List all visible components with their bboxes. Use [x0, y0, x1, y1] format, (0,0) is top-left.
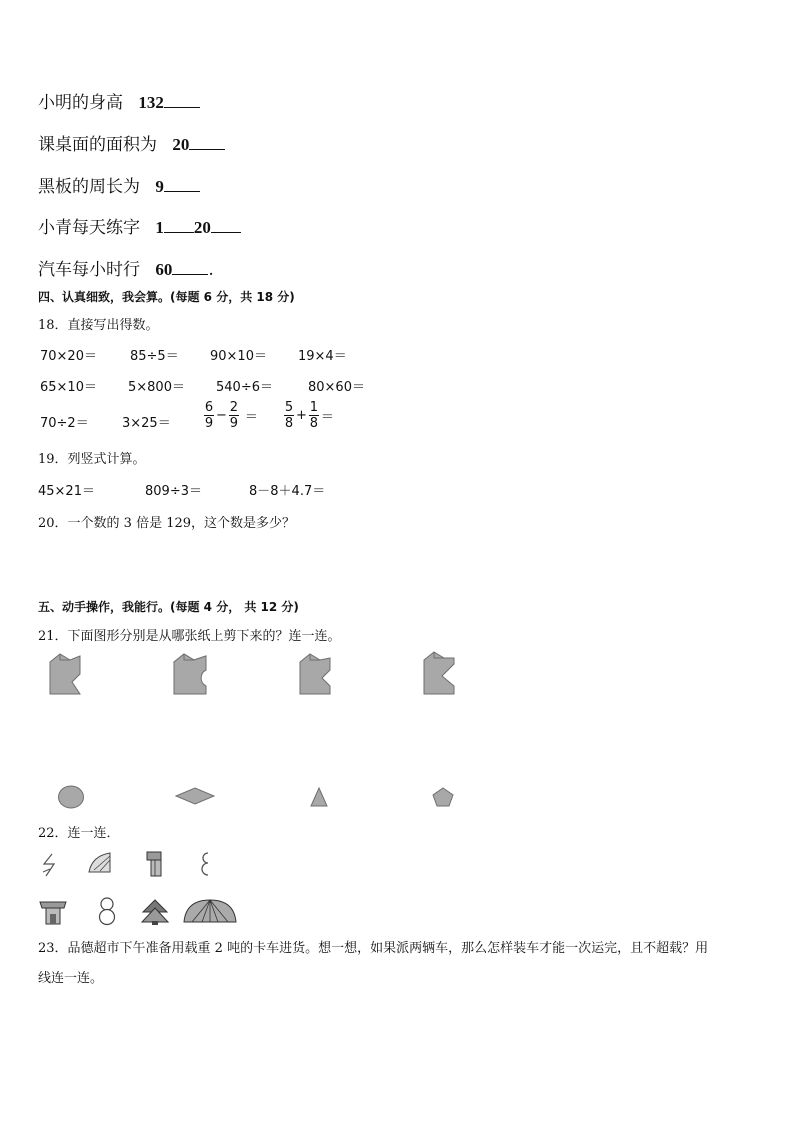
denominator: 9 — [229, 416, 239, 431]
half-eight-icon[interactable] — [196, 850, 212, 878]
question-22: 22．连一连． — [38, 826, 120, 841]
unit-line-value: 9 — [155, 177, 164, 196]
unit-line-value: 20 — [172, 135, 190, 154]
folded-paper-4[interactable] — [420, 650, 460, 696]
calc-item: 70×20＝ — [40, 349, 97, 364]
numerator: 5 — [284, 400, 294, 415]
calc-item: 8－8＋4.7＝ — [249, 484, 326, 499]
unit-line-1 — [38, 88, 200, 113]
unit-line-label: 汽车每小时行 — [38, 260, 140, 280]
umbrella-icon[interactable] — [182, 898, 238, 926]
unit-line-value: 60 — [155, 260, 173, 279]
calc-item: 85÷5＝ — [130, 349, 179, 364]
answer-blank[interactable] — [211, 218, 241, 233]
answer-blank[interactable] — [164, 218, 194, 233]
unit-line-suffix: . — [208, 260, 214, 280]
folded-paper-3[interactable] — [298, 652, 338, 698]
unit-line-value: 1 — [155, 218, 164, 237]
calc-item: 5×800＝ — [128, 380, 185, 395]
question-19: 19．列竖式计算。 — [38, 452, 146, 467]
calc-item: 809÷3＝ — [145, 484, 202, 499]
unit-line-value: 132 — [138, 93, 164, 112]
numerator: 1 — [309, 400, 319, 415]
denominator: 8 — [309, 416, 319, 431]
question-23-line-1: 23．品德超市下午准备用载重 2 吨的卡车进货。想一想，如果派两辆车，那么怎样装车才能一次运完，且不超载？用 — [38, 941, 709, 956]
unit-line-4 — [38, 213, 241, 238]
calc-item: 3×25＝ — [122, 416, 171, 431]
calc-item: 540÷6＝ — [216, 380, 273, 395]
denominator: 8 — [284, 416, 294, 431]
pentagon-shape[interactable] — [431, 786, 455, 808]
question-20: 20．一个数的 3 倍是 129，这个数是多少？ — [38, 516, 296, 531]
equals: ＝ — [244, 410, 258, 425]
answer-blank[interactable] — [164, 177, 200, 192]
section-5-title: 五、动手操作，我能行。(每题 4 分， 共 12 分) — [38, 600, 299, 614]
fraction — [204, 400, 214, 431]
unit-line-2 — [38, 130, 225, 155]
numerator: 2 — [229, 400, 239, 415]
unit-line-label: 黑板的周长为 — [38, 177, 140, 197]
fraction-expression-2 — [284, 400, 336, 431]
equals: ＝ — [320, 410, 334, 425]
denominator: 9 — [204, 416, 214, 431]
calc-item: 65×10＝ — [40, 380, 97, 395]
half-umbrella-icon[interactable] — [86, 850, 114, 876]
unit-line-value-2: 20 — [193, 218, 211, 237]
question-21: 21．下面图形分别是从哪张纸上剪下来的？连一连。 — [38, 629, 341, 644]
section-4-title: 四、认真细致，我会算。(每题 6 分，共 18 分) — [38, 290, 295, 304]
question-18: 18．直接写出得数。 — [38, 318, 159, 333]
unit-line-label: 小青每天练字 — [38, 218, 140, 238]
calc-item: 80×60＝ — [308, 380, 365, 395]
fraction — [229, 400, 239, 431]
answer-blank[interactable] — [172, 260, 208, 275]
unit-line-3 — [38, 172, 200, 197]
unit-line-label: 小明的身高 — [38, 93, 123, 113]
snowman-icon[interactable] — [96, 896, 118, 926]
calc-item: 45×21＝ — [38, 484, 95, 499]
half-house-icon[interactable] — [145, 850, 165, 878]
question-23-line-2: 线连一连。 — [38, 971, 104, 986]
unit-line-label: 课桌面的面积为 — [38, 135, 157, 155]
folded-paper-1[interactable] — [48, 652, 88, 698]
answer-blank[interactable] — [189, 135, 225, 150]
half-lightning-icon[interactable] — [40, 852, 60, 878]
tree-icon[interactable] — [140, 898, 170, 926]
calc-item: 70÷2＝ — [40, 416, 89, 431]
rhombus-shape[interactable] — [174, 786, 216, 806]
fraction-expression-1 — [204, 400, 260, 431]
numerator: 6 — [204, 400, 214, 415]
house-icon[interactable] — [38, 898, 68, 926]
unit-line-5 — [38, 255, 214, 280]
answer-blank[interactable] — [164, 93, 200, 108]
fraction — [284, 400, 294, 431]
circle-shape[interactable] — [56, 784, 86, 810]
calc-item: 19×4＝ — [298, 349, 347, 364]
folded-paper-2[interactable] — [172, 652, 216, 698]
calc-item: 90×10＝ — [210, 349, 267, 364]
triangle-shape[interactable] — [309, 786, 329, 808]
fraction — [309, 400, 319, 431]
operator: + — [296, 408, 307, 423]
operator: − — [216, 408, 227, 423]
